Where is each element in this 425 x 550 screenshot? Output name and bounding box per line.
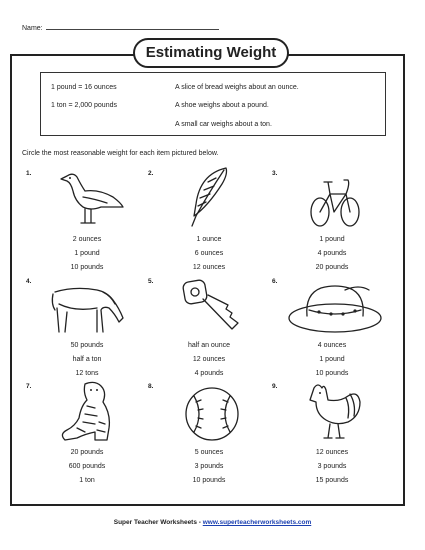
- option-1a[interactable]: 2 ounces: [72, 236, 102, 243]
- item-number: 2.: [148, 170, 154, 177]
- bicycle-icon: [308, 172, 362, 228]
- fact-bread: A slice of bread weighs about an ounce.: [175, 84, 299, 91]
- option-3c[interactable]: 20 pounds: [315, 264, 349, 271]
- name-line[interactable]: [46, 22, 219, 30]
- option-1c[interactable]: 10 pounds: [70, 264, 104, 271]
- footer-separator: -: [196, 519, 203, 526]
- option-9a[interactable]: 12 ounces: [315, 449, 349, 456]
- item-number: 8.: [148, 383, 154, 390]
- fact-pounds-ounces: 1 pound = 16 ounces: [51, 84, 117, 91]
- option-5c[interactable]: 4 pounds: [194, 370, 224, 377]
- item-number: 6.: [272, 278, 278, 285]
- rooster-icon: [300, 380, 364, 444]
- tiger-icon: [55, 378, 121, 444]
- baseball-icon: [182, 384, 242, 444]
- option-1b[interactable]: 1 pound: [74, 250, 100, 257]
- option-3b[interactable]: 4 pounds: [317, 250, 347, 257]
- item-number: 3.: [272, 170, 278, 177]
- item-number: 9.: [272, 383, 278, 390]
- footer: [0, 519, 425, 526]
- hat-icon: [285, 280, 385, 336]
- page-title: Estimating Weight: [145, 44, 277, 61]
- option-8b[interactable]: 3 pounds: [194, 463, 224, 470]
- option-3a[interactable]: 1 pound: [319, 236, 345, 243]
- fact-car: A small car weighs about a ton.: [175, 121, 272, 128]
- item-number: 1.: [26, 170, 32, 177]
- horse-icon: [45, 274, 130, 336]
- fact-shoe: A shoe weighs about a pound.: [175, 102, 269, 109]
- item-number: 4.: [26, 278, 32, 285]
- option-2c[interactable]: 12 ounces: [192, 264, 226, 271]
- option-9c[interactable]: 15 pounds: [315, 477, 349, 484]
- instructions: Circle the most reasonable weight for each item pictured below.: [22, 150, 219, 157]
- option-4a[interactable]: 50 pounds: [70, 342, 104, 349]
- option-7b[interactable]: 600 pounds: [68, 463, 106, 470]
- option-7a[interactable]: 20 pounds: [70, 449, 104, 456]
- option-2a[interactable]: 1 ounce: [196, 236, 222, 243]
- footer-link[interactable]: www.superteacherworksheets.com: [202, 519, 312, 526]
- option-2b[interactable]: 6 ounces: [194, 250, 224, 257]
- option-4c[interactable]: 12 tons: [75, 370, 99, 377]
- item-number: 7.: [26, 383, 32, 390]
- option-4b[interactable]: half a ton: [72, 356, 102, 363]
- option-8a[interactable]: 5 ounces: [194, 449, 224, 456]
- seagull-icon: [55, 167, 125, 229]
- option-5a[interactable]: half an ounce: [187, 342, 231, 349]
- option-6b[interactable]: 1 pound: [319, 356, 345, 363]
- option-6c[interactable]: 10 pounds: [315, 370, 349, 377]
- name-label: Name:: [22, 25, 43, 32]
- name-row: [22, 22, 219, 32]
- title-banner: [133, 38, 289, 68]
- option-8c[interactable]: 10 pounds: [192, 477, 226, 484]
- option-9b[interactable]: 3 pounds: [317, 463, 347, 470]
- facts-box: [40, 72, 386, 136]
- footer-brand: Super Teacher Worksheets: [113, 519, 197, 526]
- option-7c[interactable]: 1 ton: [79, 477, 95, 484]
- item-number: 5.: [148, 278, 154, 285]
- option-6a[interactable]: 4 ounces: [317, 342, 347, 349]
- fact-ton-pounds: 1 ton = 2,000 pounds: [51, 102, 117, 109]
- feather-icon: [186, 164, 234, 230]
- key-icon: [180, 277, 242, 339]
- option-5b[interactable]: 12 ounces: [192, 356, 226, 363]
